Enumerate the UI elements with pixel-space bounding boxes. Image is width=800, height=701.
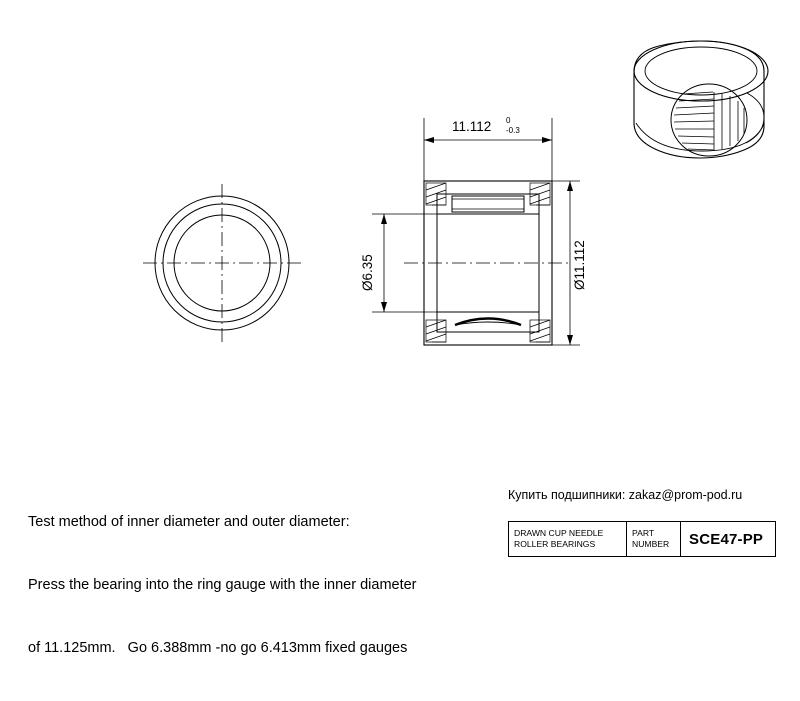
front-section-view [404, 181, 572, 345]
dimension-width-tolerance-upper: 0 [506, 116, 511, 125]
dimension-outer-diameter-label: Ø11.112 [572, 240, 587, 290]
title-block-part-label [627, 522, 681, 556]
contact-text: Купить подшипники: zakaz@prom-pod.ru [508, 488, 743, 502]
dimension-inner-diameter-label: Ø6.35 [360, 254, 375, 291]
description-line-1: DRAWN CUP NEEDLE [514, 528, 604, 538]
part-number: SCE47-PP [689, 530, 764, 548]
part-label-line-2: NUMBER [632, 539, 670, 549]
dimension-width-label: 11.112 [452, 119, 492, 134]
part-label-line-1: PART [632, 528, 655, 538]
test-method-note [28, 470, 488, 701]
note-line-1: Test method of inner diameter and outer diameter: [28, 514, 350, 530]
dimension-width-tolerance-lower: -0.3 [506, 126, 520, 135]
note-line-3: of 11.125mm. Go 6.388mm -no go 6.413mm fixed gauges [28, 640, 408, 656]
description-line-2: ROLLER BEARINGS [514, 539, 596, 549]
title-block-description [509, 522, 627, 556]
isometric-view [634, 41, 768, 158]
note-line-2: Press the bearing into the ring gauge with the inner diameter [28, 577, 417, 593]
title-block [508, 521, 776, 557]
end-face-view [143, 184, 301, 342]
